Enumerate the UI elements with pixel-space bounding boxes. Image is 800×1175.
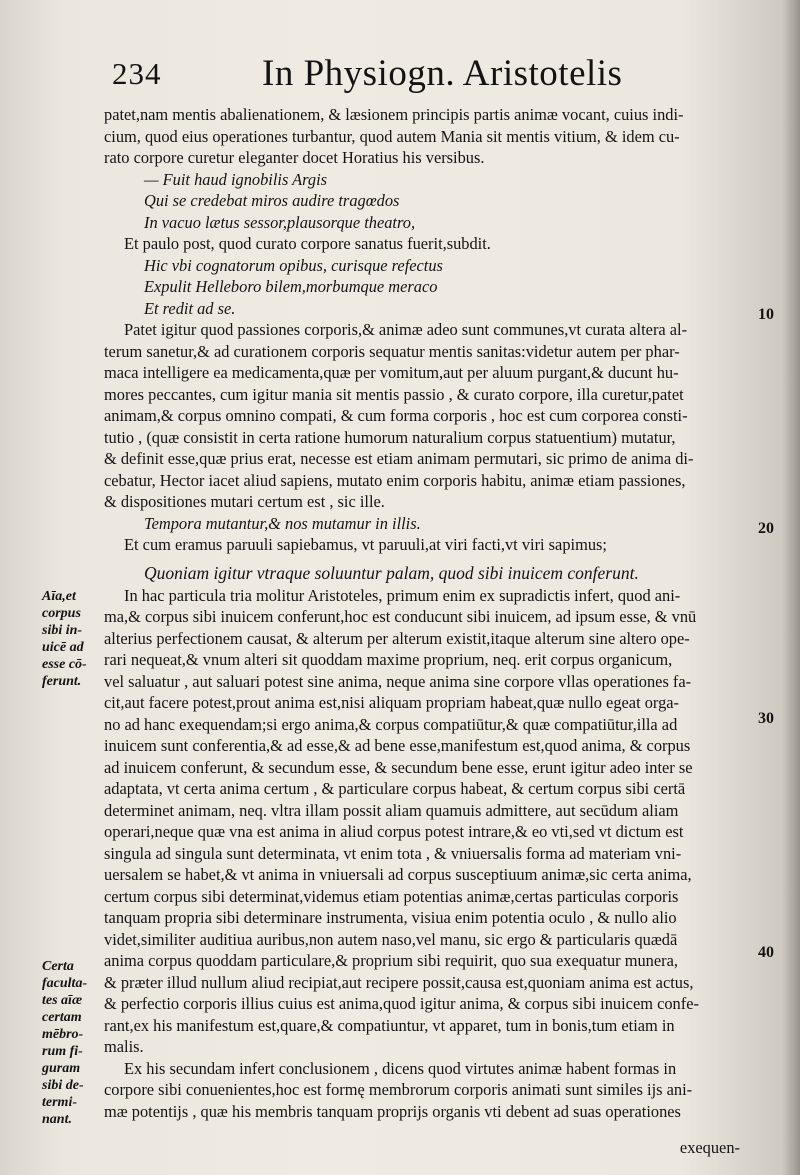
- text-line: malis.: [104, 1037, 144, 1056]
- margin-note-line: sibi de-: [42, 1078, 84, 1093]
- text-line: ma,& corpus sibi inuicem conferunt,hoc est conducunt sibi inuicem, ad ipsum esse, & vnū: [104, 607, 697, 626]
- verse-line: Tempora mutantur,& nos mutamur in illis.: [144, 513, 421, 533]
- page-gutter-shadow: [782, 0, 800, 1175]
- text-line: ad inuicem conferunt, & secundum esse, & secundum bene esse, erunt igitur adeo inter se: [104, 757, 693, 777]
- text-line: tutio , (quæ consistit in certa ratione humorum naturalium corpus statuentium) mutatur,: [104, 427, 676, 447]
- verse-line: Et redit ad se.: [144, 298, 236, 318]
- margin-note-line: termi-: [42, 1095, 77, 1110]
- text-line: cium, quod eius operationes turbantur, quod autem Mania sit mentis vitium, & idem cu-: [104, 126, 680, 146]
- margin-note-line: guram: [42, 1061, 81, 1076]
- text-line: rato corpore curetur eleganter docet Horatius his versibus.: [104, 148, 485, 167]
- margin-note-line: Certa: [42, 959, 74, 974]
- line-number-30: 30: [758, 710, 774, 727]
- text-line: Et paulo post, quod curato corpore sanatus fuerit,subdit.: [124, 234, 491, 253]
- margin-note-line: ferunt.: [42, 674, 82, 689]
- verse-line: In vacuo lætus sessor,plausorque theatro,: [144, 212, 416, 232]
- text-line: & dispositiones mutari certum est , sic ille.: [104, 492, 385, 511]
- text-line: uersalem se habet,& vt anima in vniuersali ad corpus susceptiuum animæ,sic certa anima,: [104, 865, 692, 884]
- margin-note-line: uicē ad: [42, 640, 84, 655]
- lemma-heading: Quoniam igitur vtraque soluuntur palam, quod sibi inuicem conferunt.: [144, 562, 639, 583]
- margin-note-line: faculta-: [42, 976, 88, 991]
- text-line: mores peccantes, cum igitur mania sit mentis passio , & curato corpore, illa curetur,patet: [104, 384, 684, 404]
- text-line: rari nequeat,& vnum alteri sit quoddam maxime proprium, neq. erit corpus organicum,: [104, 650, 673, 669]
- text-line: In hac particula tria molitur Aristoteles, primum enim ex supradictis infert, quod ani-: [124, 585, 681, 605]
- text-line: inuicem sunt conferentia,& ad esse,& ad bene esse,manifestum est,quod anima, & corpus: [104, 736, 691, 755]
- text-line: corpore sibi conuenientes,hoc est formę membrorum corporis animati sunt similes ijs ani-: [104, 1080, 693, 1099]
- text-line: Et cum eramus paruuli sapiebamus, vt paruuli,at viri facti,vt viri sapimus;: [124, 535, 607, 554]
- text-line: adaptata, vt certa anima certum , & particulare corpus habeat, & certum corpus sibi certā: [104, 779, 686, 798]
- line-number-10: 10: [758, 306, 774, 323]
- margin-note-line: sibi in-: [42, 623, 83, 638]
- margin-note-line: certam: [42, 1010, 82, 1025]
- text-line: singula ad singula sunt determinata, vt enim tota , & vniuersalis forma ad materiam vni-: [104, 843, 682, 863]
- text-line: certum corpus sibi determinat,videmus etiam potentias animæ,certas particulas corporis: [104, 886, 679, 906]
- text-line: maca intelligere ea medicamenta,quæ per vomitum,aut per aluum purgant,& ducunt hu-: [104, 363, 679, 382]
- verse-line: Expulit Helleboro bilem,morbumque meraco: [144, 277, 438, 296]
- margin-note-line: tes aīæ: [42, 993, 83, 1008]
- text-line: tanquam propria sibi determinare instrumenta, visiua enim potentia oculo , & nullo alio: [104, 908, 677, 927]
- text-line: rant,ex his manifestum est,quare,& compatiuntur, vt apparet, tum in bonis,tum etiam in: [104, 1015, 675, 1035]
- verse-line: — Fuit haud ignobilis Argis: [144, 169, 328, 189]
- text-line: videt,similiter auditiua auribus,non autem naso,vel manu, sic ergo & particularis quædā: [104, 929, 678, 949]
- line-number-20: 20: [758, 520, 774, 537]
- verse-line: Qui se credebat miros audire tragœdos: [144, 191, 400, 210]
- text-line: cit,aut facere potest,prout anima est,nisi aliquam propriam habeat,quæ nullo egeat orga-: [104, 693, 680, 712]
- text-line: cebatur, Hector iacet aliud sapiens, mutato enim corporis habitu, animæ etiam passiones,: [104, 470, 686, 490]
- page-number: 234: [112, 56, 162, 91]
- running-head: In Physiogn. Aristotelis: [262, 53, 623, 94]
- main-text-block: [104, 104, 764, 1122]
- text-line: operari,neque quæ vna est anima in aliud corpus potest intrare,& eo vti,sed vt dictum est: [104, 822, 684, 841]
- margin-note-line: nant.: [42, 1112, 72, 1127]
- margin-note-line: esse cō-: [42, 657, 87, 672]
- text-line: & definit esse,quæ prius erat, necesse est etiam animam permutari, sic primo de anima di-: [104, 449, 694, 468]
- text-line: determinet animam, neq. vltra illam possit aliam quamuis admittere, aut secūdum aliam: [104, 800, 679, 820]
- margin-note-line: rum fi-: [42, 1044, 83, 1059]
- text-line: & præter illud nullum aliud recipiat,aut recipere possit,causa est,quoniam anima est actus,: [104, 972, 694, 992]
- text-line: patet,nam mentis abalienationem, & læsionem principis partis animæ vocant, cuius indi-: [104, 105, 684, 124]
- text-line: Ex his secundam infert conclusionem , dicens quod virtutes animæ habent formas in: [124, 1058, 677, 1078]
- line-number-40: 40: [758, 944, 774, 961]
- margin-note-anima-corpus: [42, 588, 102, 690]
- margin-note-certa-facultates: [42, 958, 102, 1128]
- text-line: anima corpus quoddam particulare,& proprium sibi requirit, quo sua exequatur munera,: [104, 951, 678, 970]
- text-line: mæ potentijs , quæ his membris tanquam proprijs organis vti debent ad suas operationes: [104, 1101, 681, 1121]
- text-line: alterius perfectionem causat, & alterum per alterum existit,itaque alterum sine altero ope-: [104, 628, 690, 648]
- text-line: & perfectio corporis illius cuius est anima,quod igitur anima, & corpus sibi inuicem confe-: [104, 994, 699, 1013]
- catchword: exequen-: [679, 1138, 740, 1157]
- text-line: no ad hanc exequendam;si ergo anima,& corpus compatiūtur,& quæ compatiūtur,illa ad: [104, 714, 678, 734]
- text-line: Patet igitur quod passiones corporis,& animæ adeo sunt communes,vt curata altera al-: [124, 320, 688, 339]
- margin-note-line: Aīa,et: [42, 589, 76, 604]
- text-line: animam,& corpus omnino compati, & cum forma corporis , hoc est cum corporea consti-: [104, 406, 688, 425]
- verse-line: Hic vbi cognatorum opibus, curisque refectus: [144, 255, 443, 275]
- margin-note-line: mēbro-: [42, 1027, 84, 1042]
- margin-note-line: corpus: [42, 606, 81, 621]
- text-line: vel saluatur , aut saluari potest sine anima, neque anima sine corpore vllas operationes fa-: [104, 671, 692, 691]
- text-line: terum sanetur,& ad curationem corporis sequatur mentis sanitas:videtur autem per phar-: [104, 341, 680, 361]
- page-header: [112, 52, 672, 96]
